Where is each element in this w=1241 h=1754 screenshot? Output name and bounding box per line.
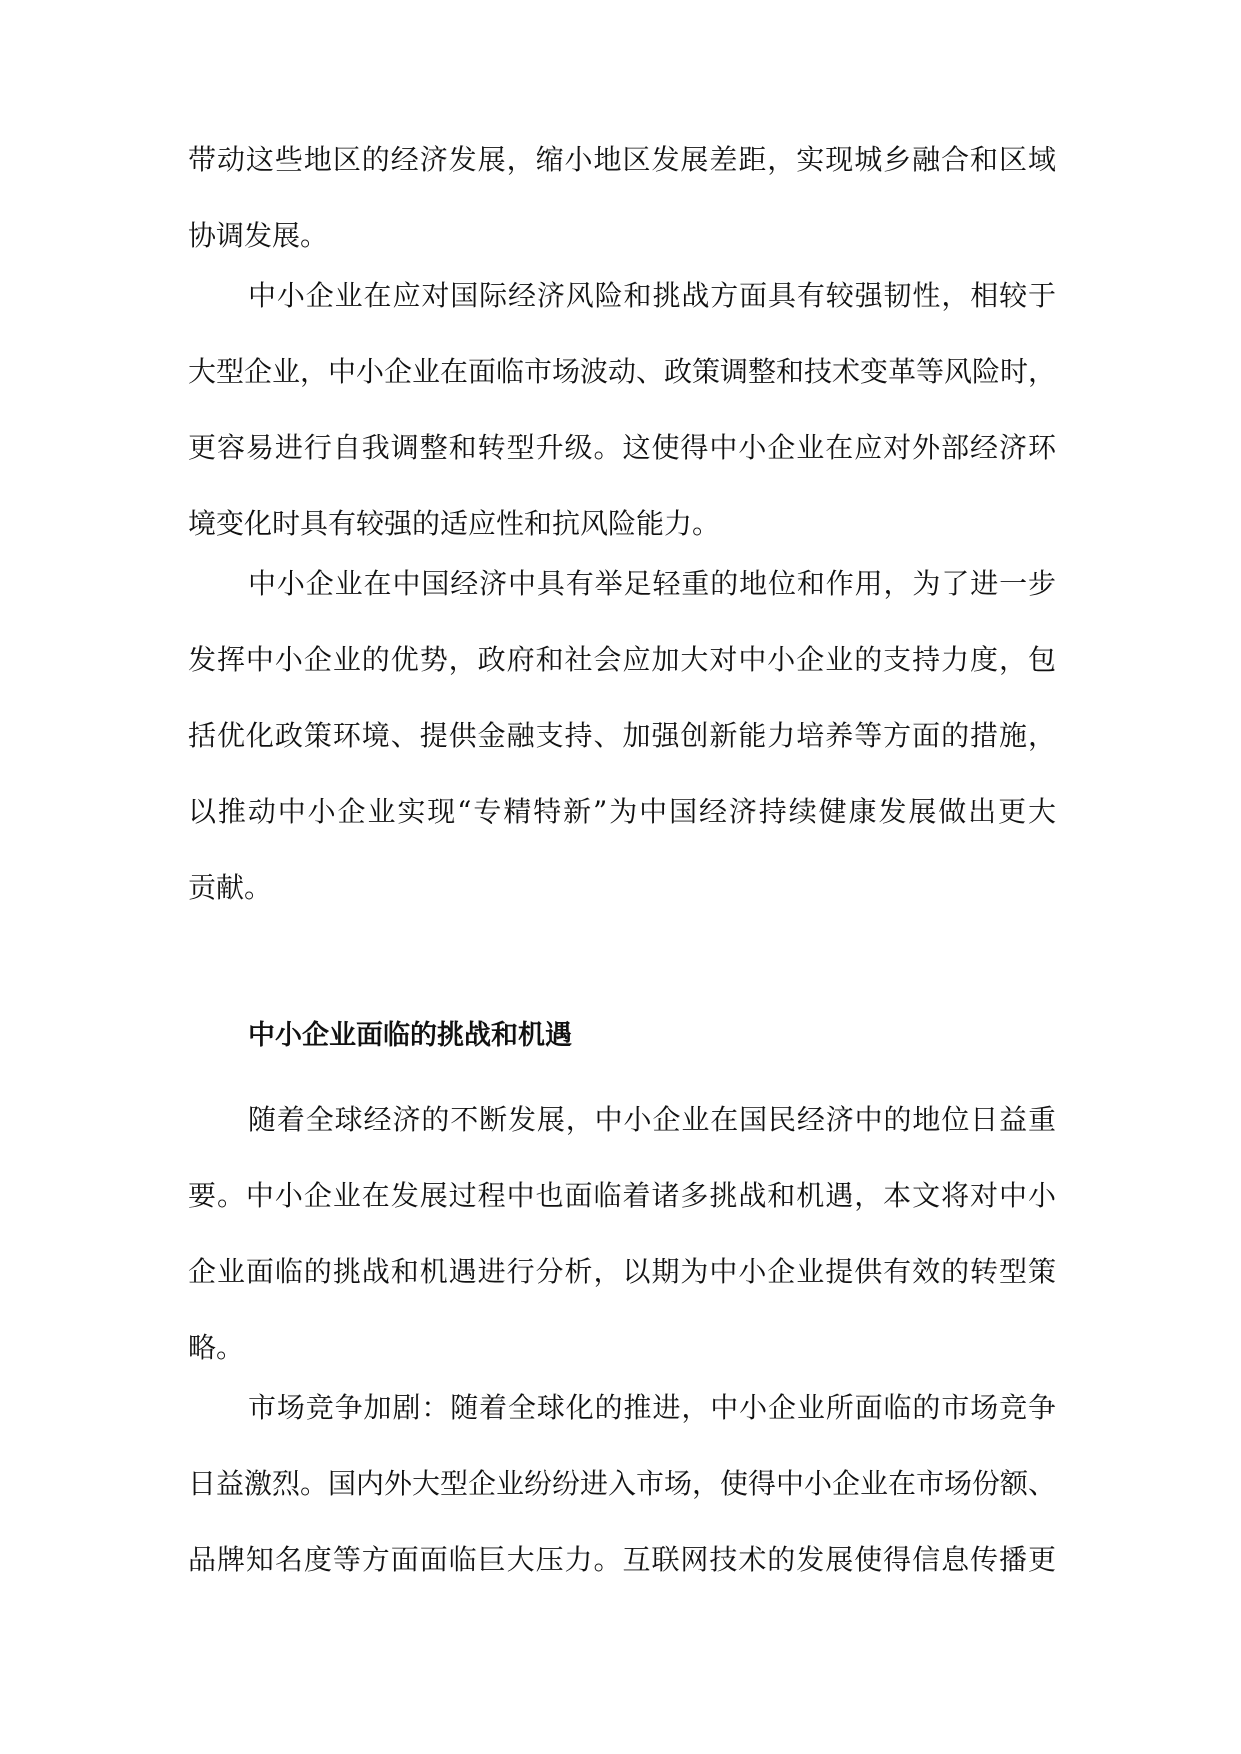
paragraph-line: 略。: [188, 1331, 245, 1364]
paragraph-3: [188, 546, 1056, 926]
paragraph-1: [188, 122, 1056, 274]
paragraph-4: [188, 1082, 1056, 1386]
paragraph-line: 企业面临的挑战和机遇进行分析，以期为中小企业提供有效的转型策: [188, 1255, 1056, 1288]
paragraph-line: 中小企业在应对国际经济风险和挑战方面具有较强韧性，相较于: [248, 279, 1056, 312]
paragraph-2: [188, 258, 1056, 562]
paragraph-line: 中小企业在中国经济中具有举足轻重的地位和作用，为了进一步: [248, 567, 1056, 600]
paragraph-line: 贡献。: [188, 871, 273, 904]
paragraph-line: 市场竞争加剧：随着全球化的推进，中小企业所面临的市场竞争: [248, 1391, 1056, 1424]
paragraph-line: 大型企业，中小企业在面临市场波动、政策调整和技术变革等风险时，: [188, 355, 1057, 388]
paragraph-line: 更容易进行自我调整和转型升级。这使得中小企业在应对外部经济环: [188, 431, 1056, 464]
paragraph-line: 发挥中小企业的优势，政府和社会应加大对中小企业的支持力度，包: [188, 643, 1056, 676]
paragraph-line: 随着全球经济的不断发展，中小企业在国民经济中的地位日益重: [248, 1103, 1056, 1136]
paragraph-line: 括优化政策环境、提供金融支持、加强创新能力培养等方面的措施，: [188, 719, 1056, 752]
paragraph-line: 以推动中小企业实现“专精特新”为中国经济持续健康发展做出更大: [188, 795, 1056, 828]
paragraph-line: 日益激烈。国内外大型企业纷纷进入市场，使得中小企业在市场份额、: [188, 1467, 1057, 1500]
paragraph-5: [188, 1370, 1056, 1598]
section-heading: 中小企业面临的挑战和机遇: [248, 1020, 572, 1051]
paragraph-line: 品牌知名度等方面面临巨大压力。互联网技术的发展使得信息传播更: [188, 1543, 1056, 1576]
paragraph-line: 协调发展。: [188, 219, 329, 252]
paragraph-line: 境变化时具有较强的适应性和抗风险能力。: [188, 507, 721, 540]
paragraph-line: 要。中小企业在发展过程中也面临着诸多挑战和机遇，本文将对中小: [188, 1179, 1056, 1212]
paragraph-line: 带动这些地区的经济发展，缩小地区发展差距，实现城乡融合和区域: [188, 143, 1056, 176]
